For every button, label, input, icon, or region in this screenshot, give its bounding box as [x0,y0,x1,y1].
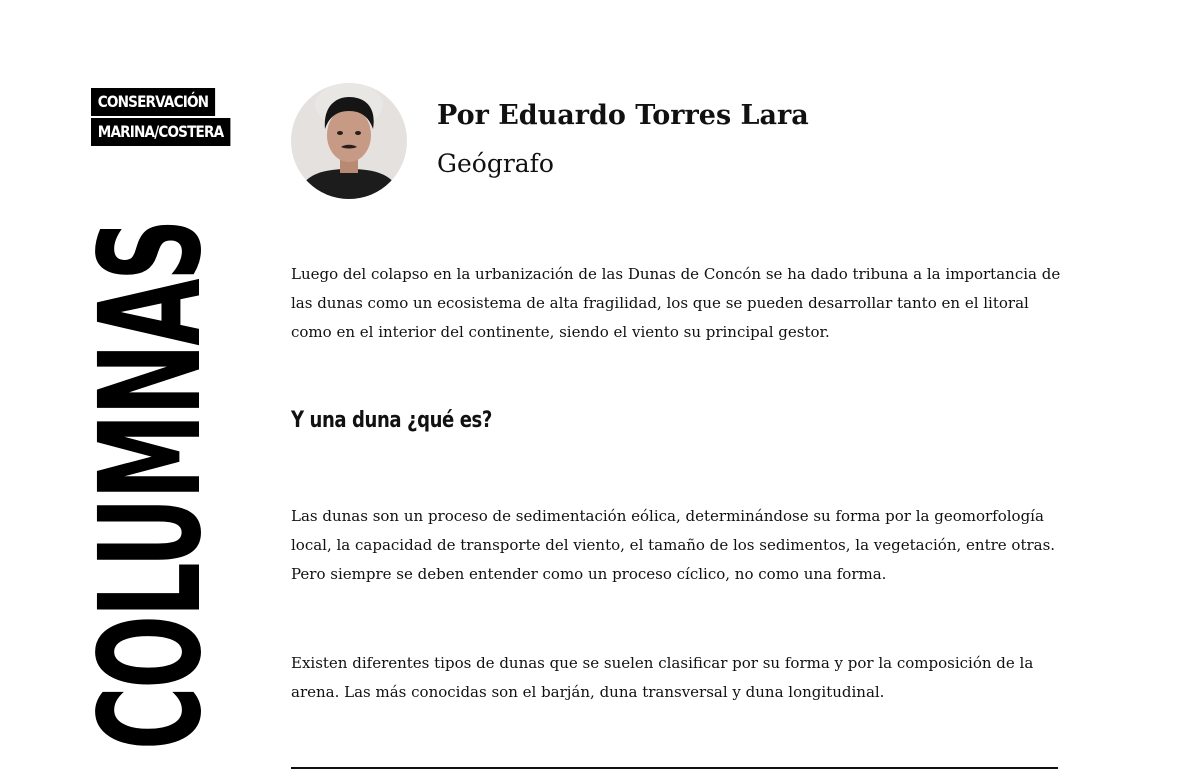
category-tag[interactable] [91,88,255,146]
author-avatar [291,83,407,199]
author-role: Geógrafo [437,149,554,178]
person-portrait-icon [291,83,407,199]
article-subheading: Y una duna ¿qué es? [291,408,492,433]
section-label-text: COLUMNAS [70,220,233,750]
section-label-vertical [70,220,233,750]
category-line-2: MARINA/COSTERA [91,118,230,146]
article-paragraph-3: Existen diferentes tipos de dunas que se suelen clasificar por su forma y por la composición de la arena. Las más conocidas son el barján, duna transversal y duna longitudinal. [291,654,1034,701]
author-name: Por Eduardo Torres Lara [437,100,809,131]
article-paragraph-2: Las dunas son un proceso de sedimentación eólica, determinándose su forma por la geomorfología local, la capacidad de transporte del viento, el tamaño de los sedimentos, la vegetación, entre otras. Pero siempre se deben entender como un proceso cíclico, no como una forma. [291,507,1056,583]
category-line-1: CONSERVACIÓN [91,88,215,116]
article-divider [291,767,1058,769]
article-paragraph-1: Luego del colapso en la urbanización de las Dunas de Concón se ha dado tribuna a la importancia de las dunas como un ecosistema de alta fragilidad, los que se pueden desarrollar tanto en el litoral como en el interior del continente, siendo el viento su principal gestor. [291,265,1061,341]
